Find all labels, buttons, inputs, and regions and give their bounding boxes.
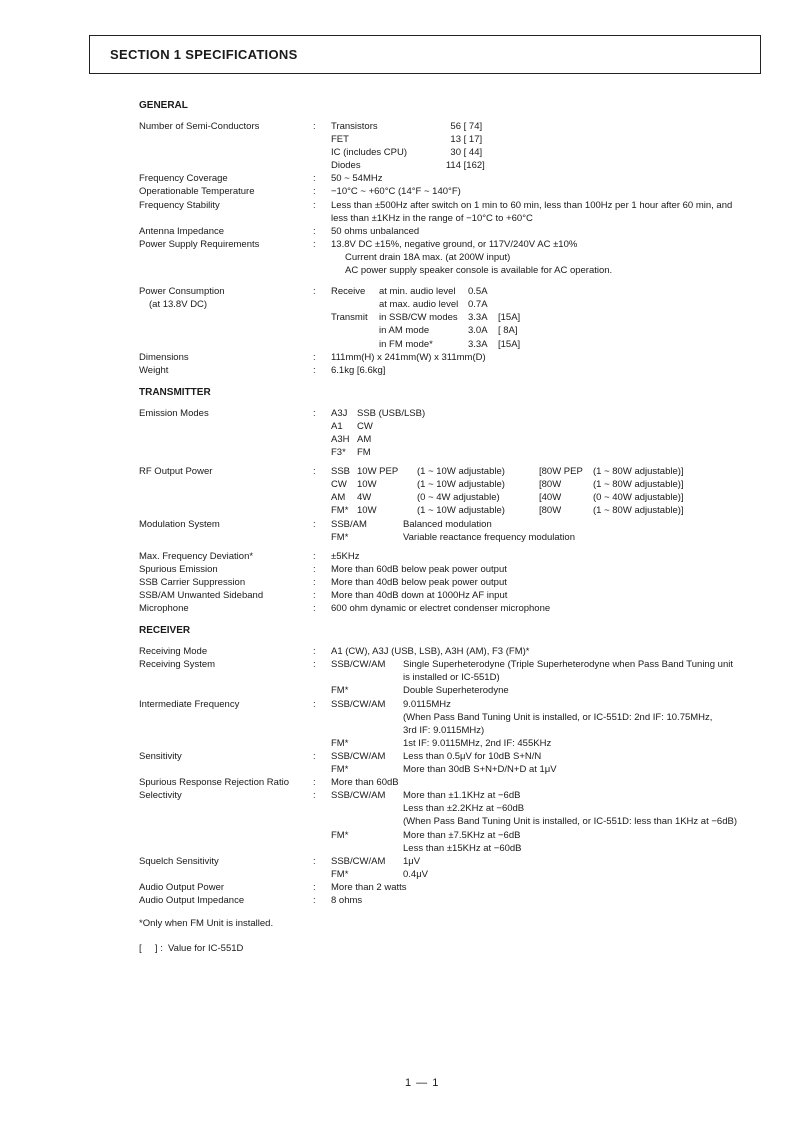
page-number: 1 — 1 xyxy=(405,1077,440,1089)
spec-label: Number of Semi-Conductors xyxy=(139,121,260,132)
receiver-heading: RECEIVER xyxy=(139,625,191,637)
unwanted-sideband-row: SSB/AM Unwanted Sideband : More than 40dB down at 1000Hz AF input xyxy=(139,590,508,601)
transmitter-heading: TRANSMITTER xyxy=(139,386,211,398)
section-header-box xyxy=(89,35,761,74)
carrier-suppression-row: SSB Carrier Suppression : More than 40dB below peak power output xyxy=(139,576,507,588)
rf-output-row: RF Output Power : SSB 10W PEP (1 ~ 10W adjustable) [80W PEP (1 ~ 80W adjustable)] CW 10W (1 ~ 10W adjustable) [80W (1 ~ 80W adjustable)] AM 4W (0 ~ 4W adjustable) [40W (0 ~ 40W adjustable)] FM* 10W (1 ~ 10W adjustable) [80W (1 ~ 80W adjustable)] xyxy=(139,466,684,517)
bracket-footnote: [ ] : Value for IC-551D xyxy=(139,943,244,955)
rx-system-row: Receiving System : SSB/CW/AM Single Superheterodyne (Triple Superheterodyne when Pass Band Tuning unit is installed or IC-551D) FM* Double Superheterodyne xyxy=(139,659,733,697)
deviation-row: Max. Frequency Deviation* : ±5KHz xyxy=(139,550,360,562)
freq-coverage-row: Frequency Coverage : 50 ~ 54MHz xyxy=(139,173,383,185)
rx-mode-row: Receiving Mode : A1 (CW), A3J (USB, LSB), A3H (AM), F3 (FM)* xyxy=(139,646,530,658)
emission-row: Emission Modes : A3J SSB (USB/LSB) A1 CW A3H AM F3* FM xyxy=(139,407,426,459)
audio-power-row: Audio Output Power : More than 2 watts xyxy=(139,881,407,893)
spurious-rejection-row: Spurious Response Rejection Ratio : More than 60dB xyxy=(139,777,399,789)
squelch-row: Squelch Sensitivity : SSB/CW/AM 1μV FM* 0.4μV xyxy=(139,855,429,880)
selectivity-row: Selectivity : SSB/CW/AM More than ±1.1KHz at −6dB Less than ±2.2KHz at −60dB (When Pass Band Tuning Unit is installed, or IC-551D: less than 1KHz at −6dB) FM* More than ±7.5KHz at −6dB Less than ±15KHz at −60dB xyxy=(139,790,737,854)
microphone-row: Microphone : 600 ohm dynamic or electret condenser microphone xyxy=(139,603,551,615)
weight-row: Weight : 6.1kg [6.6kg] xyxy=(139,364,386,376)
if-row: Intermediate Frequency : SSB/CW/AM 9.0115MHz (When Pass Band Tuning Unit is installed, or IC-551D: 2nd IF: 10.75MHz, 3rd IF: 9.0115MHz) FM* 1st IF: 9.0115MHz, 2nd IF: 455KHz xyxy=(139,698,713,749)
section-title: SECTION 1 SPECIFICATIONS xyxy=(110,47,298,62)
fm-footnote: *Only when FM Unit is installed. xyxy=(139,918,274,930)
specifications-content xyxy=(139,98,739,955)
general-heading: GENERAL xyxy=(139,100,188,111)
sensitivity-row: Sensitivity : SSB/CW/AM Less than 0.5μV for 10dB S+N/N FM* More than 30dB S+N+D/N+D at 1μV xyxy=(139,750,557,776)
psu-row: Power Supply Requirements : 13.8V DC ±15%, negative ground, or 117V/240V AC ±10% Current drain 18A max. (at 200W input) AC power supply speaker console is available for AC operation. xyxy=(139,238,613,277)
modulation-row: Modulation System : SSB/AM Balanced modulation FM* Variable reactance frequency modulation xyxy=(139,518,575,543)
power-consumption-row: Power Consumption (at 13.8V DC) : Receive at min. audio level 0.5A at max. audio level 0.7A Transmit in SSB/CW modes 3.3A [15A] in AM mode 3.0A [ 8A] in FM mode* 3.3A [15A] xyxy=(139,286,521,350)
op-temp-row: Operationable Temperature : −10°C ~ +60°C (14°F ~ 140°F) xyxy=(139,186,461,198)
spurious-emission-row: Spurious Emission : More than 60dB below peak power output xyxy=(139,563,507,575)
dimensions-row: Dimensions : 111mm(H) x 241mm(W) x 311mm(D) xyxy=(139,351,486,363)
audio-impedance-row: Audio Output Impedance : 8 ohms xyxy=(139,894,363,906)
semis-row: Number of Semi-Conductors : Transistors 56 [ 74] FET 13 [ 17] IC (includes CPU) 30 [ 44] Diodes 114 [162] xyxy=(139,121,485,172)
antenna-row: Antenna Impedance : 50 ohms unbalanced xyxy=(139,225,420,237)
freq-stability-row: Frequency Stability : Less than ±500Hz after switch on 1 min to 60 min, less than 100Hz per 1 hour after 60 min, and less than ±1KHz in the range of −10°C to +60°C xyxy=(139,199,733,224)
